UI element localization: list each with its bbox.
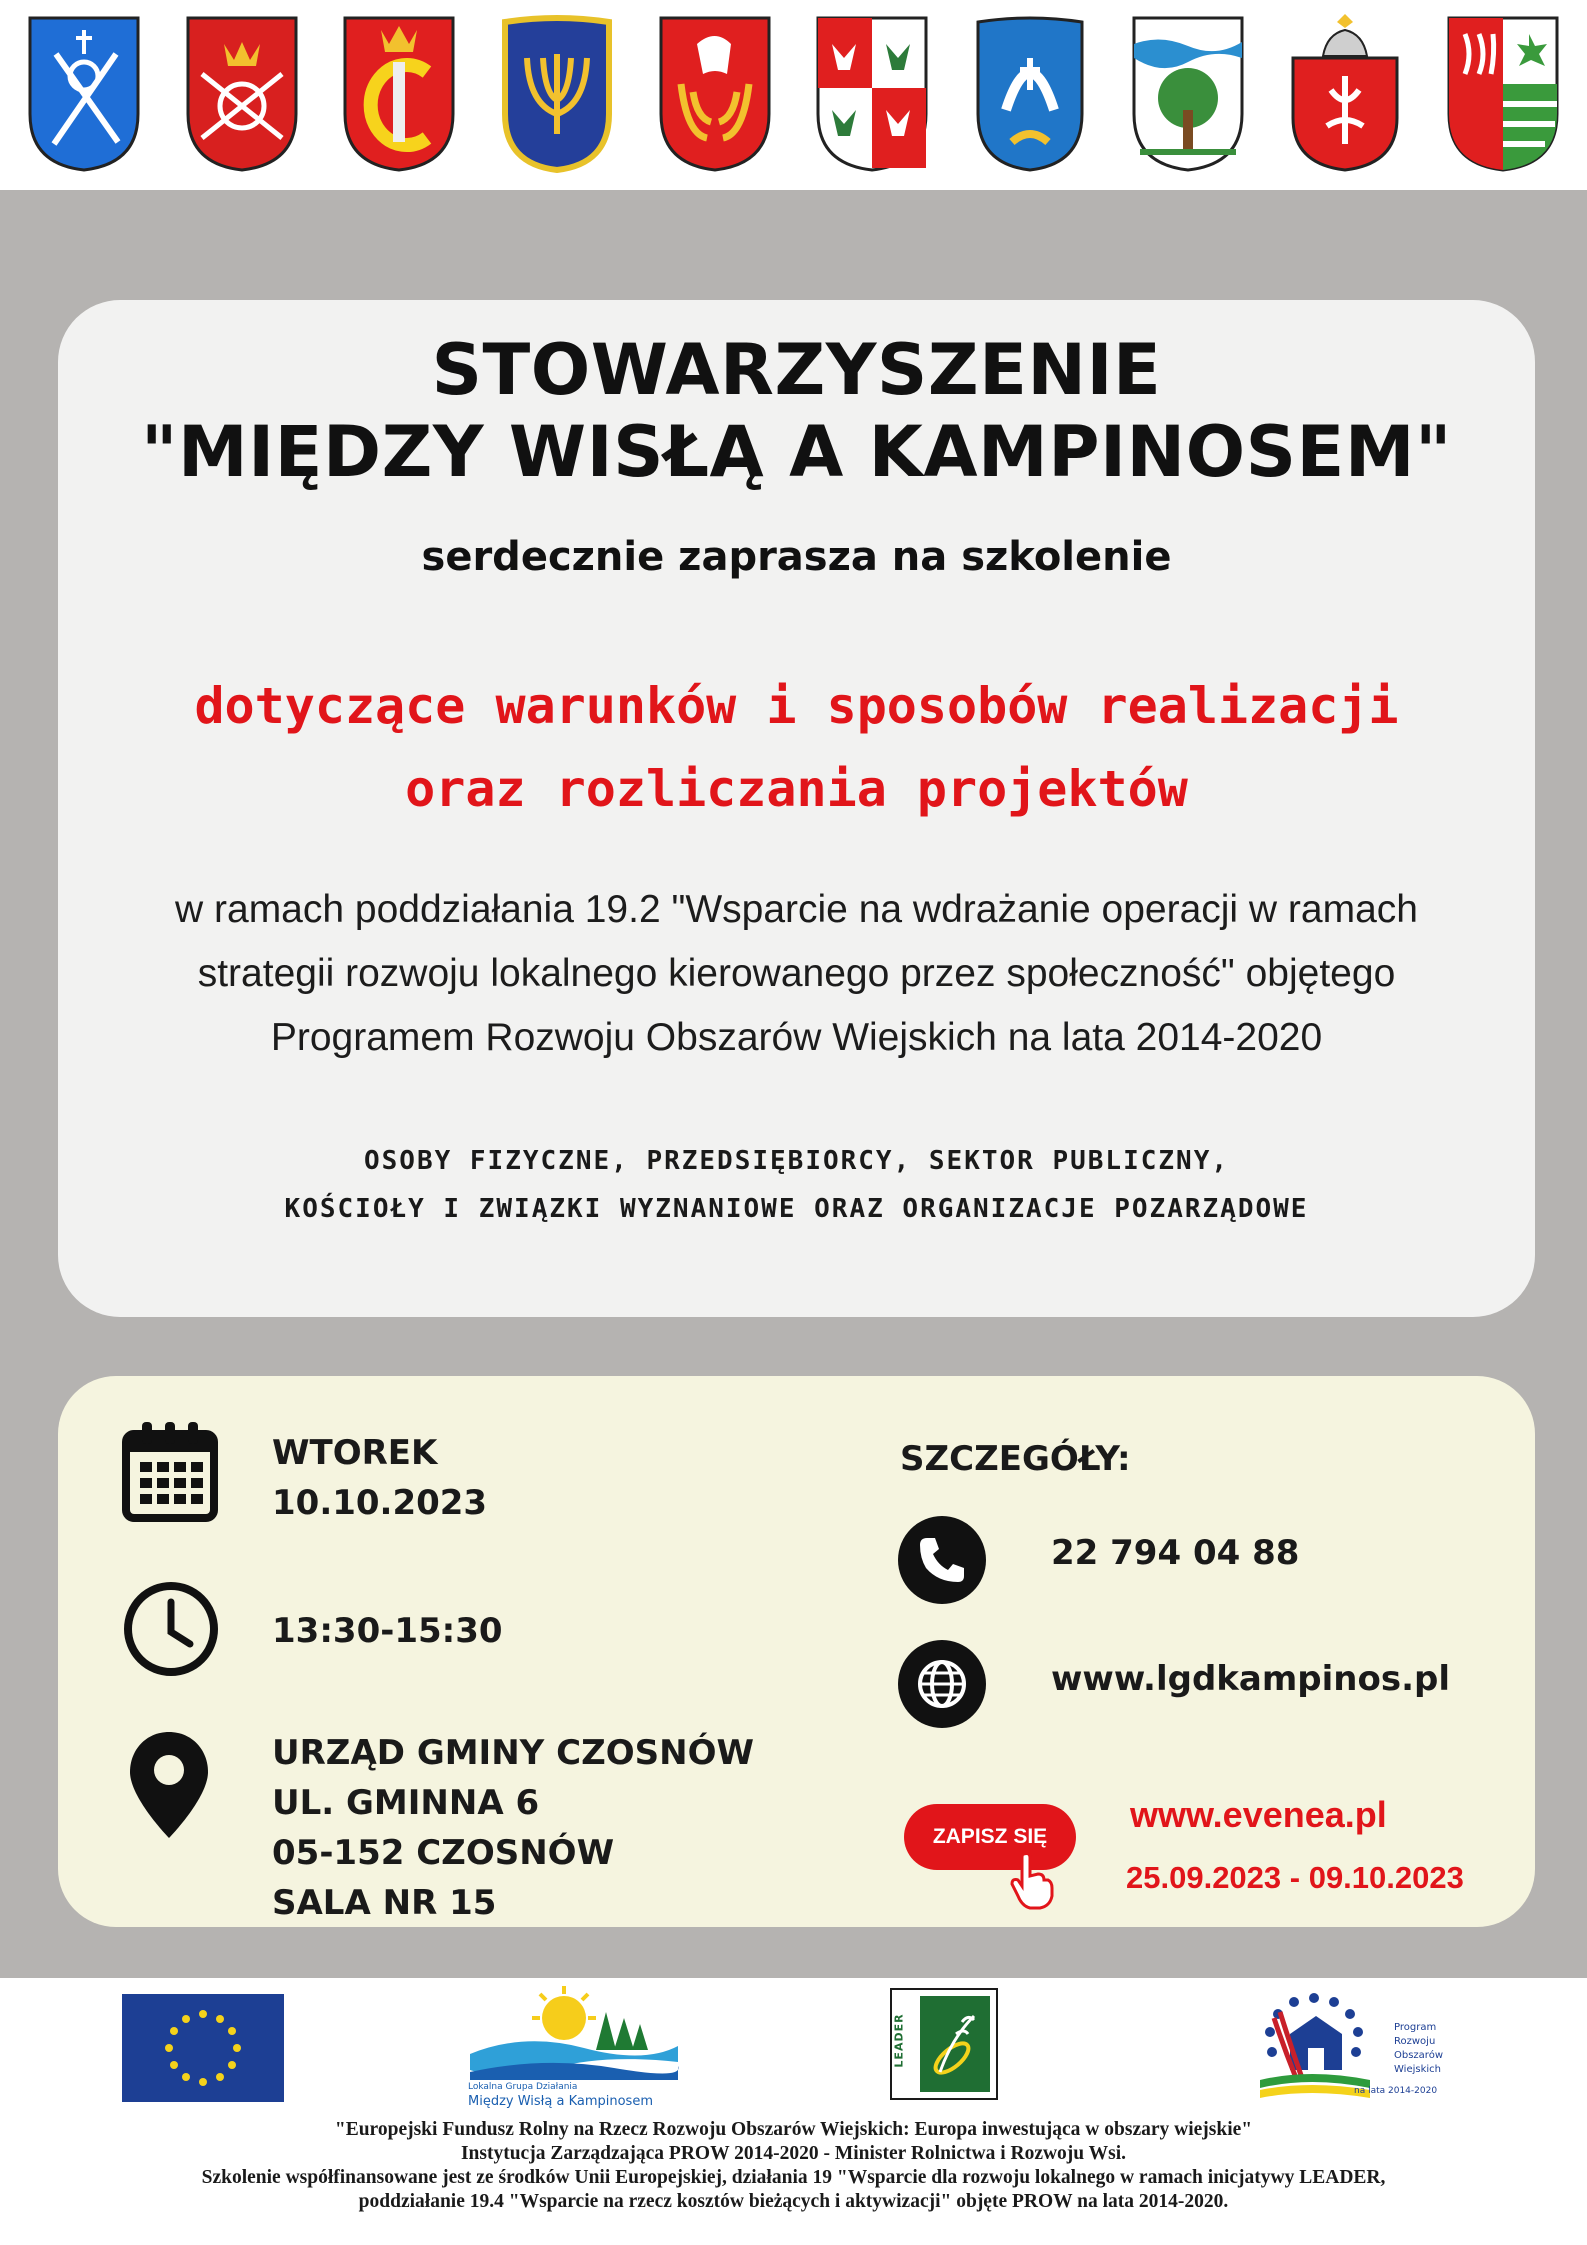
footer-line-1: "Europejski Fundusz Rolny na Rzecz Rozwoju Obszarów Wiejskich: Europa inwestująca w obszary wiejskie" (334, 2119, 1253, 2140)
crest-zakroczym-icon (1287, 14, 1403, 174)
footer-line-4: poddziałanie 19.4 "Wsparcie na rzecz kosztów bieżących i aktywizacji" objęte PROW na lata 2014-2020. (358, 2191, 1229, 2212)
crest-zalesie-icon (1445, 14, 1561, 174)
info-card (58, 1376, 1535, 1927)
organization-name: "MIĘDZY WISŁĄ A KAMPINOSEM" (141, 411, 1452, 493)
location-line-1: URZĄD GMINY CZOSNÓW (272, 1733, 754, 1773)
topic-line-1: dotyczące warunków i sposobów realizacji (194, 677, 1399, 735)
location-line-2: UL. GMINNA 6 (272, 1783, 540, 1823)
website-link[interactable]: www.lgdkampinos.pl (1051, 1659, 1450, 1699)
lgd-small-label: Lokalna Grupa Działania (468, 2082, 578, 2092)
crest-kampinos-tree-icon (1130, 14, 1246, 174)
crest-brochow-icon (972, 14, 1088, 174)
event-date: 10.10.2023 (272, 1483, 488, 1523)
partner-logos (0, 1978, 1587, 2118)
description-line-3: Programem Rozwoju Obszarów Wiejskich na lata 2014-2020 (270, 1016, 1323, 1059)
crest-kampinos-icon (26, 14, 142, 174)
audience-line-2: KOŚCIOŁY I ZWIĄZKI WYZNANIOWE ORAZ ORGANIZACJE POZARZĄDOWE (284, 1194, 1309, 1224)
signup-dates: 25.09.2023 - 09.10.2023 (1126, 1860, 1464, 1895)
crest-izabelin-icon (499, 14, 615, 174)
footer-line-3: Szkolenie współfinansowane jest ze środków Unii Europejskiej, działania 19 "Wsparcie dla rozwoju lokalnego w ramach inicjatywy LEADER, (201, 2167, 1386, 2188)
lgd-logo (464, 1984, 680, 2112)
location-line-4: SALA NR 15 (272, 1883, 497, 1923)
audience-line-1: OSOBY FIZYCZNE, PRZEDSIĘBIORCY, SEKTOR PUBLICZNY, (363, 1146, 1229, 1176)
location-pin-icon (126, 1728, 212, 1842)
topic-line-2: oraz rozliczania projektów (405, 760, 1188, 818)
phone-icon (898, 1516, 986, 1604)
prow-label-1: Program (1394, 2022, 1437, 2033)
calendar-icon (120, 1420, 220, 1524)
main-card (58, 300, 1535, 1317)
prow-label-2: Rozwoju (1394, 2036, 1436, 2047)
crest-czosnow-icon (341, 14, 457, 174)
details-label: SZCZEGÓŁY: (900, 1439, 1131, 1479)
crests-strip (0, 0, 1587, 190)
globe-icon (898, 1640, 986, 1728)
invitation-subtitle: serdecznie zaprasza na szkolenie (421, 534, 1172, 580)
footer-line-2: Instytucja Zarządzająca PROW 2014-2020 - Minister Rolnictwa i Rozwoju Wsi. (460, 2143, 1127, 2164)
pointer-hand-icon (1008, 1850, 1056, 1910)
event-time: 13:30-15:30 (272, 1611, 503, 1651)
lgd-name-label: Między Wisłą a Kampinosem (468, 2094, 653, 2109)
leader-label: LEADER (892, 2013, 906, 2068)
prow-logo (1250, 1988, 1460, 2108)
event-day: WTOREK (272, 1433, 438, 1473)
crest-leszno-icon (814, 14, 930, 174)
signup-website-link[interactable]: www.evenea.pl (1130, 1794, 1387, 1835)
prow-label-5: na lata 2014-2020 (1354, 2086, 1438, 2096)
crest-lomianki-icon (657, 14, 773, 174)
location-line-3: 05-152 CZOSNÓW (272, 1833, 615, 1873)
signup-button[interactable]: ZAPISZ SIĘ (904, 1804, 1076, 1870)
footer-text (0, 2118, 1587, 2245)
description-line-2: strategii rozwoju lokalnego kierowanego przez społeczność" objętego (197, 952, 1396, 995)
page-title: STOWARZYSZENIE (431, 329, 1162, 411)
leader-logo (890, 1988, 998, 2100)
prow-label-3: Obszarów (1394, 2050, 1443, 2061)
phone-number[interactable]: 22 794 04 88 (1051, 1533, 1300, 1573)
description-line-1: w ramach poddziałania 19.2 "Wsparcie na wdrażanie operacji w ramach (175, 888, 1418, 931)
clock-icon (122, 1580, 220, 1678)
prow-label-4: Wiejskich (1394, 2064, 1441, 2075)
crest-leoncin-icon (184, 14, 300, 174)
eu-flag-icon (122, 1994, 284, 2102)
